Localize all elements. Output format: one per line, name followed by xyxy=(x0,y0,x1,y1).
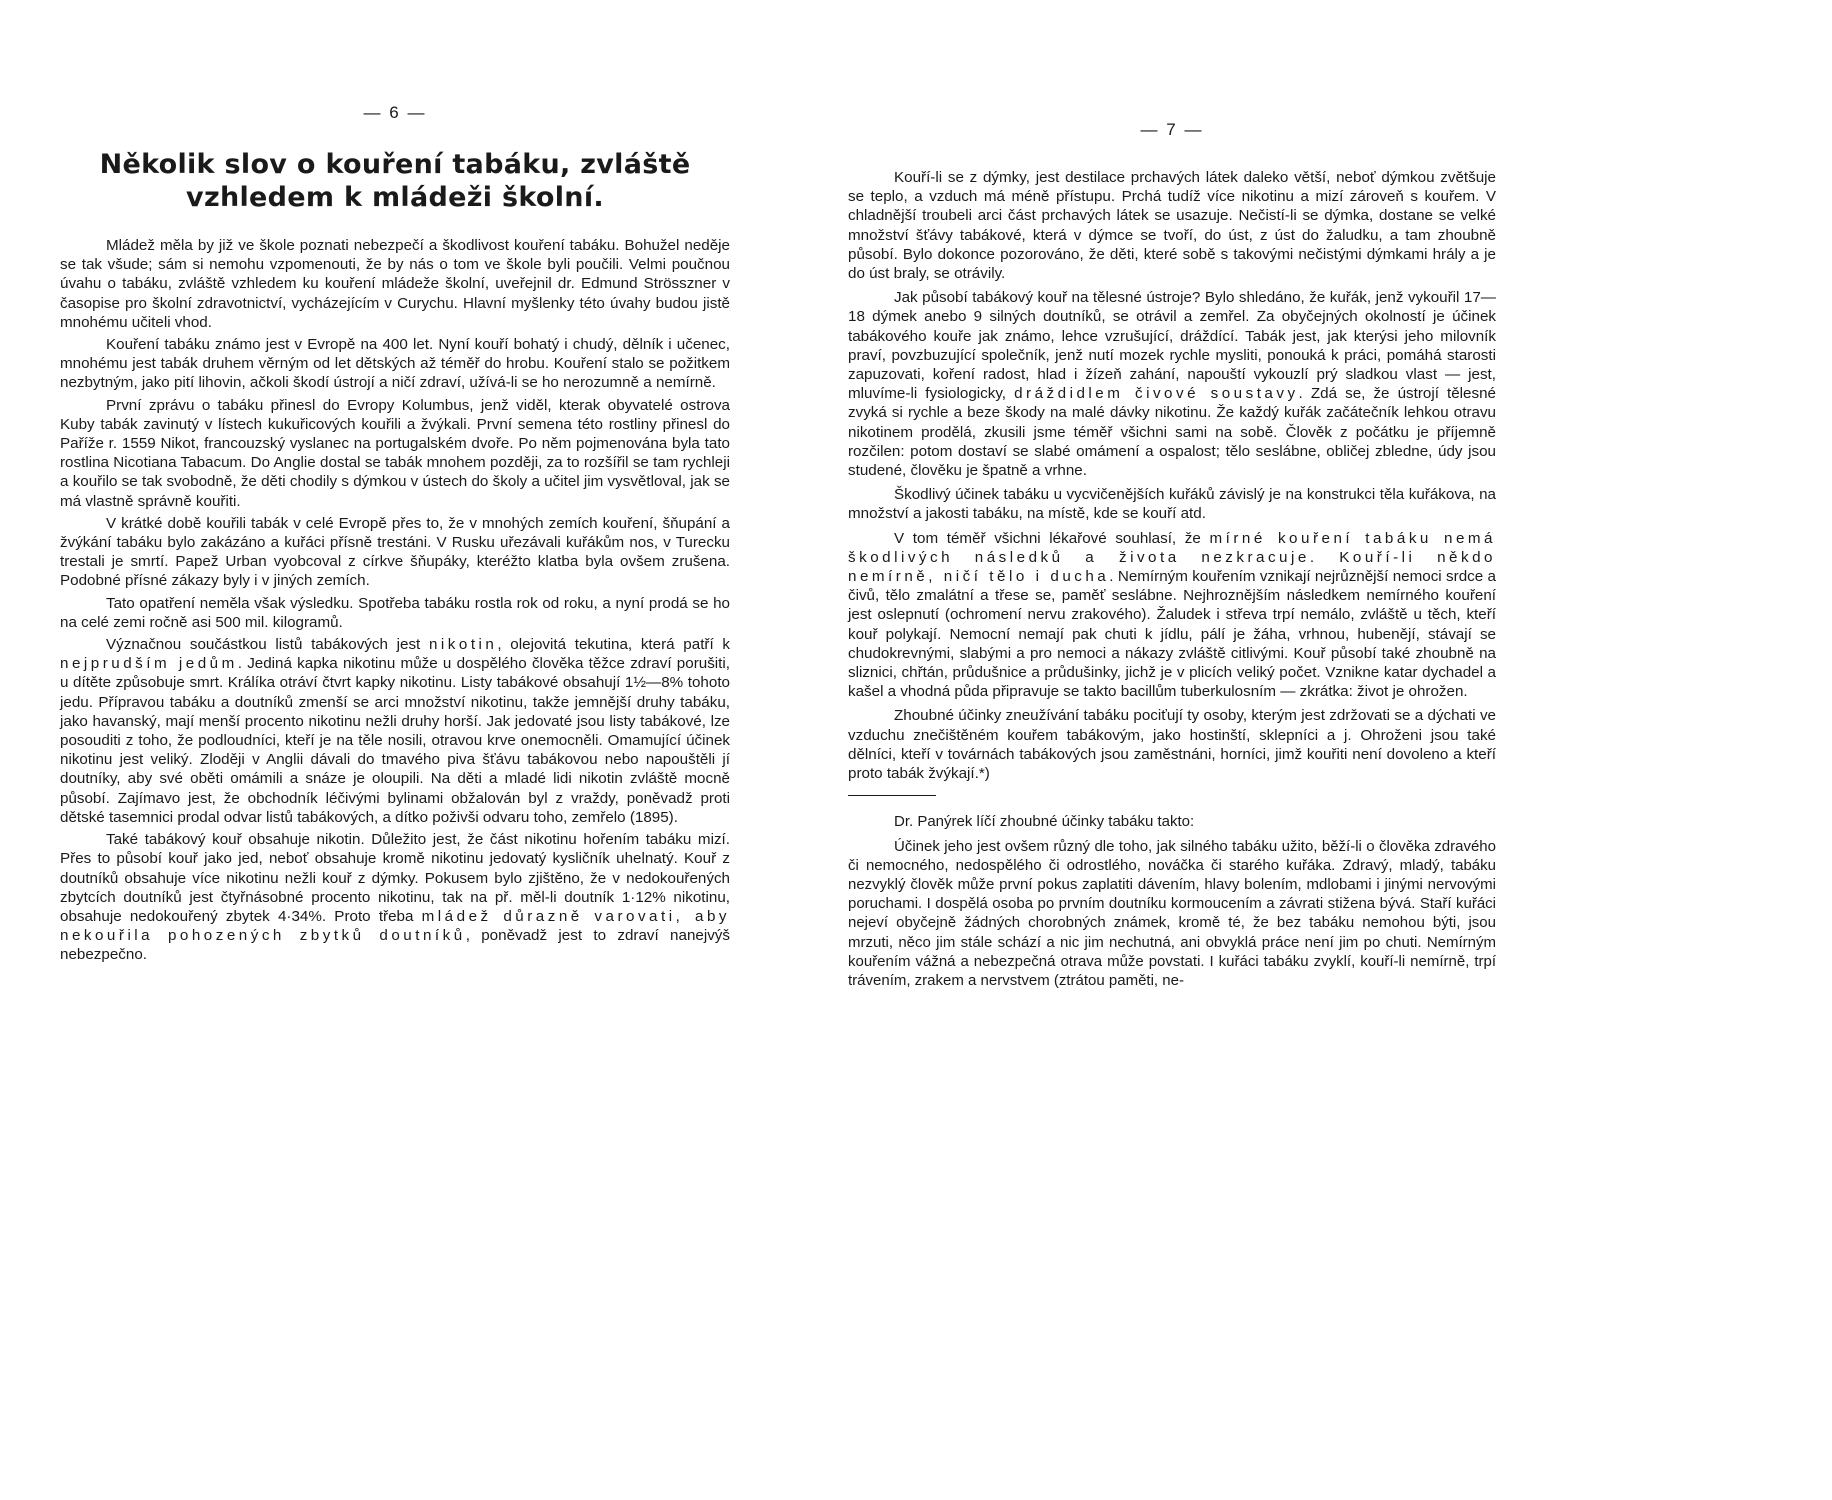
article-title: Několik slov o kouření tabáku, zvláště vzhledem k mládeži školní. xyxy=(99,149,691,213)
page-number-right: — 7 — xyxy=(1140,120,1204,139)
paragraph: Kouří-li se z dýmky, jest destilace prchavých látek daleko větší, neboť dýmkou zvětšuje se teplo, a vzduch má méně přístupu. Prchá tudíž více nikotinu a mizí zároveň s kouřem. V chladnější troubeli arci část prchavých látek se usazuje. Nečistí-li se dýmka, dostane se velké množství šťávy tabákové, která v dýmce se tvoří, do úst, z úst do žaludku, a tam zhoubně působí. Bylo dokonce pozorováno, že děti, které sobě s takovými nečistými dýmkami hrály a je do úst braly, se otrávily. xyxy=(848,169,1496,283)
paragraph: Význačnou součástkou listů tabákových jest nikotin, olejovitá tekutina, která patří k nejprudším jedům. Jediná kapka nikotinu může u dospělého člověka těžce zdraví porušiti, u dítěte způsobuje smrt. Králíka otráví čtvrt kapky nikotinu. Listy tabákové obsahují 1½—8% tohoto jedu. Přípravou tabáku a doutníků zmenší se arci množství nikotinu, takže jemnější druhy tabáku, jako havanský, mají menší procento nikotinu nežli druhy horší. Jak jedovaté jsou listy tabákové, lze posouditi z toho, že podloudníci, kteří je na těle nosili, otravou krve onemocněli. Omamující účinek nikotinu jest veliký. Zloději v Anglii dávali do tmavého piva šťávu tabákovou nebo napouštěli jí doutníky, aby své oběti omámili a snáze je oloupili. Na děti a mladé lidi nikotin zvláště mocně působí. Zajímavo jest, že obchodník léčivými bylinami obžalován byl z vraždy, poněvadž proti dětské tasemnici prodal odvar listů tabákových, a dítko poživši odvaru toho, zemřelo (1895). xyxy=(60,636,730,826)
left-body xyxy=(60,236,730,965)
paragraph: Mládež měla by již ve škole poznati nebezpečí a škodlivost kouření tabáku. Bohužel neděje se tak všude; sám si nemohu vzpomenouti, že by nás o tom ve škole byli poučili. Velmi poučnou úvahu o tabáku, zvláště vzhledem ku kouření mládeže školní, uveřejnil dr. Edmund Strösszner v časopise pro školní zdravotnictví, vycházejícím v Curychu. Hlavní myšlenky této úvahy budou jistě mnohému učiteli vhod. xyxy=(60,237,730,331)
paragraph: První zprávu o tabáku přinesl do Evropy Kolumbus, jenž viděl, kterak obyvatelé ostrova Kuby tabák zavinutý v lístech kukuřicových kouřili a žvýkali. První semena této rostliny přinesl do Paříže r. 1559 Nikot, francouzský vyslanec na portugalském dvoře. Po něm pojmenována byla tato rostlina Nicotiana Tabacum. Do Anglie dostal se tabák mnohem později, za to rozšířil se tam rychleji a kouřilo se tak svobodně, že děti chodily s dýmkou v ústech do školy a učitel jim vysvětloval, jak se má vlastně správně kouřiti. xyxy=(60,396,730,510)
footnote-rule xyxy=(848,795,936,796)
paragraph: Jak působí tabákový kouř na tělesné ústroje? Bylo shledáno, že kuřák, jenž vykouřil 17—18 dýmek anebo 9 silných doutníků, se otrávil a zemřel. Za obyčejných okolností je účinek tabákového kouře jak známo, lehce vzrušující, dráždící. Tabák jest, jak kterýsi jeho milovník praví, povzbuzující společník, jenž nutí mozek rychle mysliti, ponouká k práci, pomáhá starosti zapuzovati, koření radost, hlad i žízeň zahání, napouští vykouzlí prý sladkou vlast — jest, mluvíme-li fysiologicky, dráždidlem čivové soustavy. Zdá se, že ústrojí tělesné zvyká si rychle a beze škody na malé dávky nikotinu. Že každý kuřák začátečník lehkou otravu nikotinem prodělá, zkusili jsme téměř všichni sami na sobě. Člověk z počátku je příjemně rozčilen: potom dostaví se slabé omámení a ospalost; tělo seslábne, obličej zbledne, údy jsou studené, člověku je špatně a vrhne. xyxy=(848,289,1496,480)
paragraph: Kouření tabáku známo jest v Evropě na 400 let. Nyní kouří bohatý i chudý, dělník i učenec, mnohému jest tabák druhem věrným od let dětských až téměř do hrobu. Kouření stalo se požitkem nezbytným, jako pití lihovin, ačkoli škodí ústrojí a ničí zdraví, užívá-li se ho nerozumně a nemírně. xyxy=(60,336,730,392)
footnote-text: Účinek jeho jest ovšem různý dle toho, jak silného tabáku užito, běží-li o člověka zdravého či nemocného, nedospělého či odrostlého, nováčka či starého kuřáka. Zdravý, mladý, tabáku nezvyklý člověk může první pokus zaplatiti dávením, hlavy bolením, mdlobami i jinými nervovými poruchami. I dospělá osoba po prvním doutníku kormoucením a závrati stižena bývá. Staří kuřáci nejeví obyčejně žádných chorobných známek, kromě té, že bez tabáku nemohou býti, jsou mrzuti, něco jim stále schází a nic jim nechutná, ani obvyklá práce není jim po chuti. Nemírným kouřením vážná a nebezpečná otrava může povstati. I kuřáci tabáku zvyklí, kouří-li nemírně, trpí trávením, zrakem a nervstvem (ztrátou paměti, ne- xyxy=(848,837,1496,989)
paragraph: Tato opatření neměla však výsledku. Spotřeba tabáku rostla rok od roku, a nyní prodá se ho na celé zemi ročně asi 500 mil. kilogramů. xyxy=(60,594,730,631)
paragraph: V tom téměř všichni lékařové souhlasí, že mírné kouření tabáku nemá škodlivých následků a života nezkracuje. Kouří-li někdo nemírně, ničí tělo i ducha. Nemírným kouřením vznikají nejrůznější nemoci srdce a čivů, tělo zmalátní a třese se, paměť seslábne. Nejhroznějším následkem nemírného kouření jest oslepnutí (ochromení nervu zrakového). Žaludek i střeva trpí nemálo, zvláště u těch, kteří kouř polykají. Nemocní nemají pak chuti k jídlu, pálí je žáha, vrhnou, hubenějí, stávají se chudokrevnými, slabými a pro nemoci a nákazy zvláště citlivými. Kouř působí také zhoubně na sliznici, chřtán, průdušnice a průdušinky, jichž je v plicích veliký počet. Vznikne katar dychadel a kašel a vhodná půda připravuje se takto bacillům tuberkulosním — zkrátka: život je ohrožen. xyxy=(848,529,1497,701)
spaced-emphasis: mírné kouření tabáku nemá škodlivých následků a života nezkracuje. Kouří-li někdo nemírně, ničí tělo i ducha xyxy=(848,529,1497,586)
spaced-emphasis: dráždidlem čivové soustavy xyxy=(1014,385,1299,403)
right-body xyxy=(848,168,1496,990)
paragraph: Škodlivý účinek tabáku u vycvičenějších kuřáků závislý je na konstrukci těla kuřákova, na množství a jakosti tabáku, na místě, kde se kouří atd. xyxy=(848,486,1496,523)
left-page xyxy=(60,0,730,1269)
spaced-emphasis: nejprudším jedům xyxy=(60,655,238,673)
right-page xyxy=(848,0,1496,1269)
footnote-intro: Dr. Panýrek líčí zhoubné účinky tabáku takto: xyxy=(894,813,1195,831)
spaced-emphasis: nikotin xyxy=(428,636,498,654)
page-number-left: — 6 — xyxy=(363,103,427,122)
paragraph: Zhoubné účinky zneužívání tabáku pociťují ty osoby, kterým jest zdržovati se a dýchati ve vzduchu znečištěném kouřem tabákovým, jako hostinští, sklepníci a j. Ohroženi jsou také dělníci, kteří v továrnách tabákových jsou zaměstnáni, horníci, jimž kouřiti není dovoleno a kteří proto tabák žvýkají.*) xyxy=(848,707,1496,783)
paragraph: Také tabákový kouř obsahuje nikotin. Důležito jest, že část nikotinu hořením tabáku mizí. Přes to působí kouř jako jed, neboť obsahuje kromě nikotinu jedovatý kysličník uhelnatý. Kouř z doutníků obsahuje více nikotinu nežli kouř z dýmky. Pokusem bylo zjištěno, že v nedokouřených zbytcích doutníků jest čtyřnásobné procento nikotinu, tak na př. měl-li doutník 1·12% nikotinu, obsahuje nedokouřený zbytek 4·34%. Proto třeba mládež důrazně varovati, aby nekouřila pohozených zbytků doutníků, poněvadž jest to zdraví nanejvýš nebezpečno. xyxy=(60,831,731,964)
spaced-emphasis: mládež důrazně varovati, aby nekouřila pohozených zbytků doutníků xyxy=(60,907,731,945)
paragraph: V krátké době kouřili tabák v celé Evropě přes to, že v mnohých zemích kouření, šňupání a žvýkání tabáku bylo zakázáno a kuřáci přísně trestáni. V Rusku uřezávali kuřákům nos, v Turecku trestali je smrtí. Papež Urban vyobcoval z církve šňupáky, kteréžto klatba byla ovšem zrušena. Podobné přísné zákazy byly i v jiných zemích. xyxy=(60,514,730,590)
